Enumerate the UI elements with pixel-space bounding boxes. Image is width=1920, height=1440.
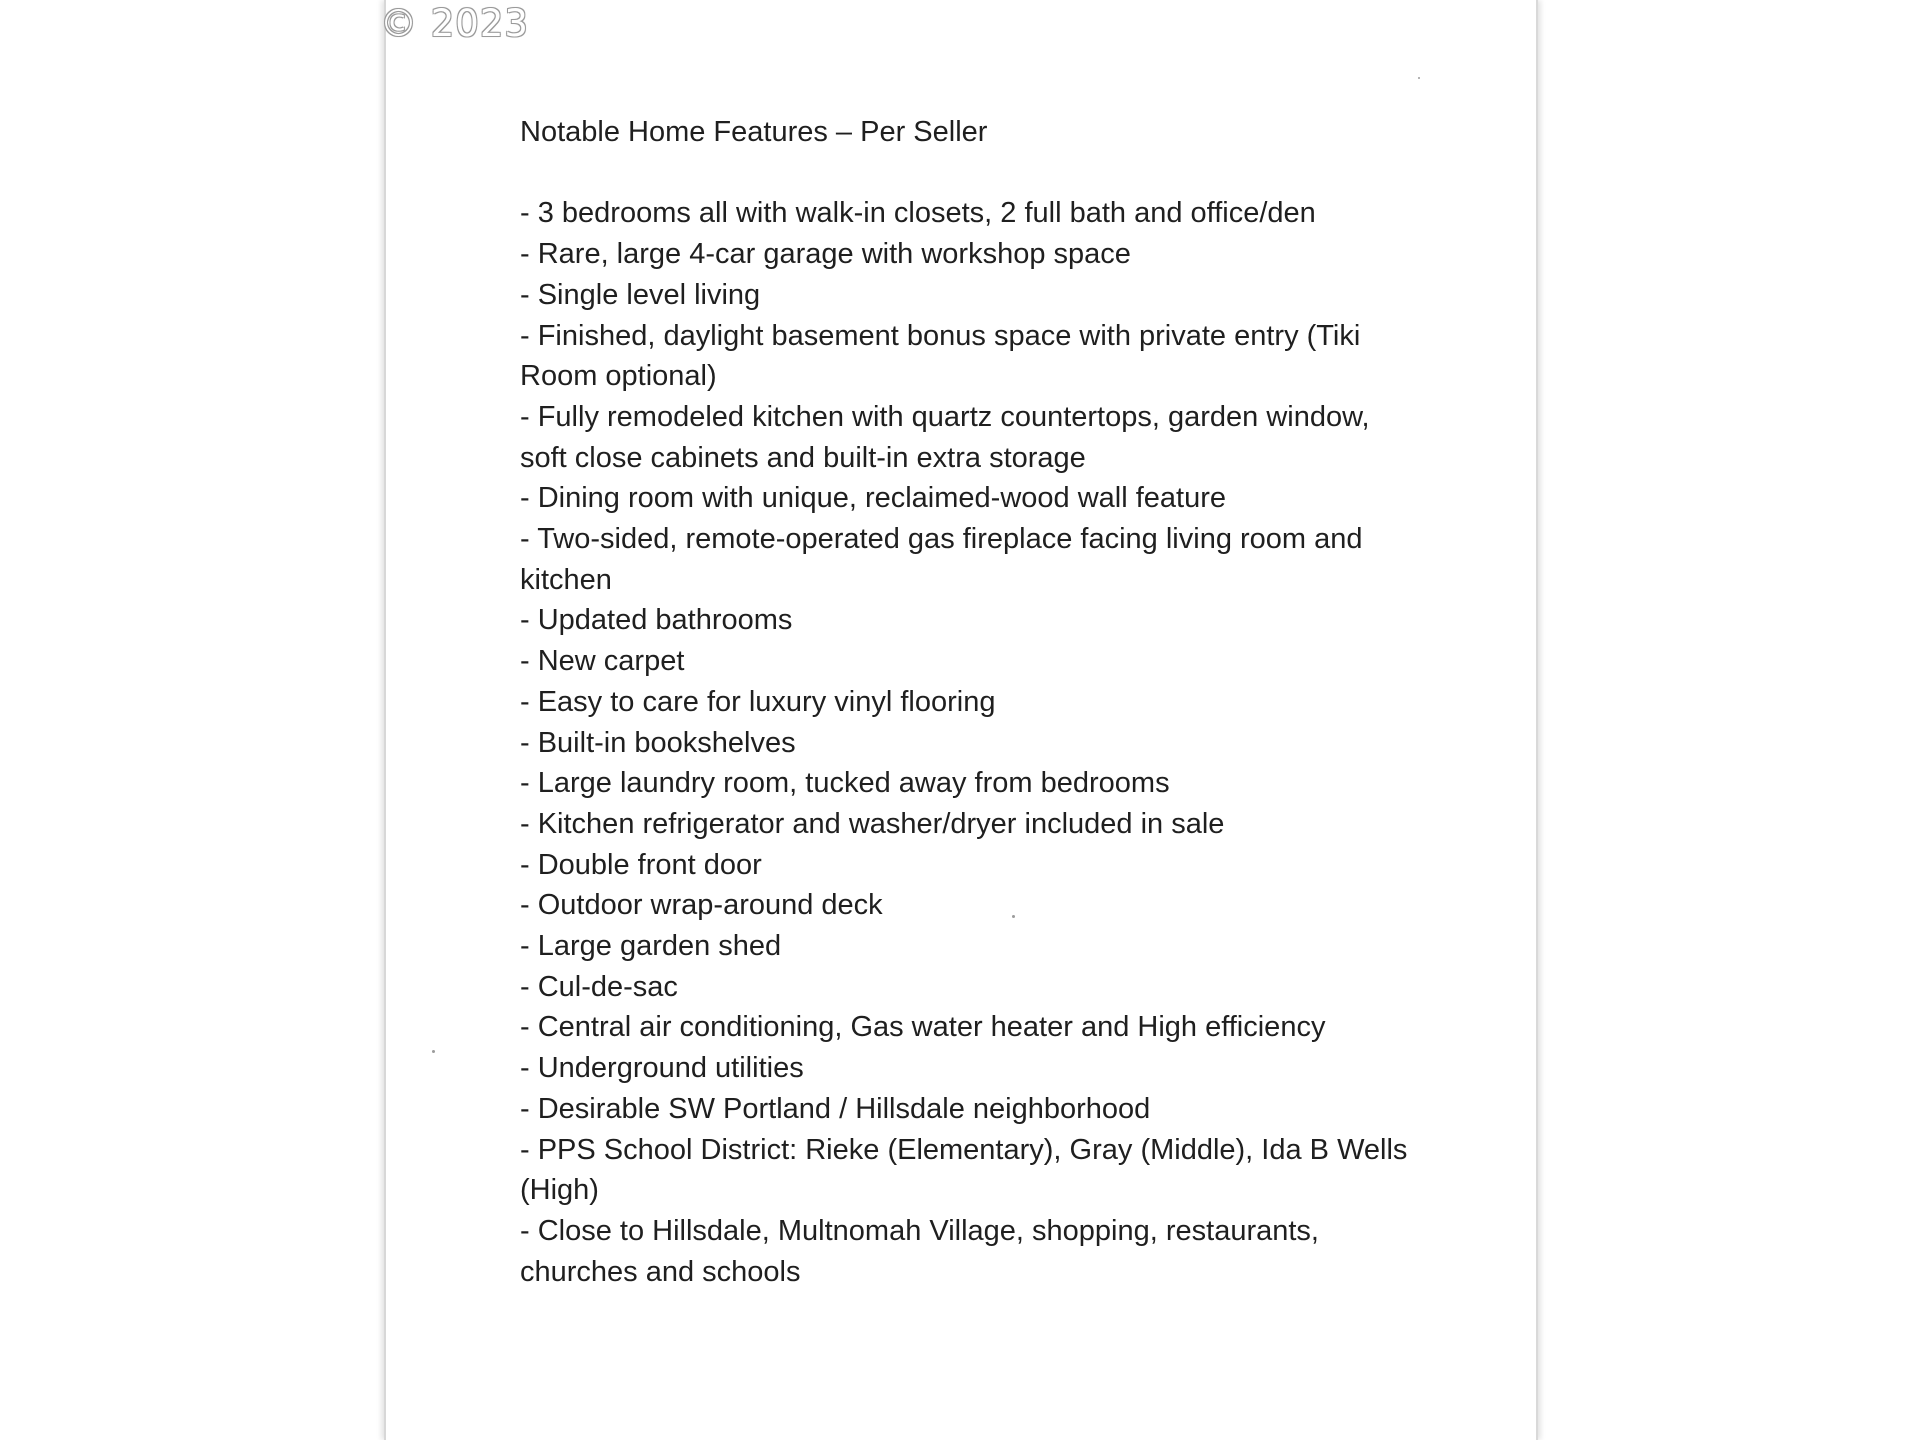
feature-item: - Underground utilities [520, 1052, 804, 1085]
feature-item: - Dining room with unique, reclaimed-wood wall feature [520, 482, 1226, 515]
feature-item: - Outdoor wrap-around deck [520, 889, 883, 922]
feature-item: - New carpet [520, 645, 685, 678]
feature-item: - Fully remodeled kitchen with quartz countertops, garden window, soft close cabinets and built-in extra storage [520, 400, 1370, 474]
copyright-watermark: © 2023 [380, 2, 529, 45]
document-body [520, 112, 1420, 1292]
scan-speck [432, 1050, 435, 1053]
feature-item: - Large garden shed [520, 930, 782, 963]
feature-list [520, 193, 1420, 1292]
feature-item: - Easy to care for luxury vinyl flooring [520, 685, 996, 718]
feature-item: - 3 bedrooms all with walk-in closets, 2 full bath and office/den [520, 197, 1316, 230]
feature-item: - Rare, large 4-car garage with workshop space [520, 238, 1131, 271]
feature-item: - Two-sided, remote-operated gas fireplace facing living room and kitchen [520, 523, 1363, 596]
feature-item: - Central air conditioning, Gas water heater and High efficiency [520, 1011, 1326, 1044]
feature-item: - Single level living [520, 278, 761, 311]
feature-item: - Kitchen refrigerator and washer/dryer included in sale [520, 807, 1225, 840]
feature-item: - Finished, daylight basement bonus space with private entry (Tiki Room optional) [520, 319, 1361, 393]
feature-item: - Cul-de-sac [520, 970, 678, 1003]
feature-item: - Desirable SW Portland / Hillsdale neighborhood [520, 1092, 1151, 1125]
feature-item: - Updated bathrooms [520, 604, 793, 637]
document-title: Notable Home Features – Per Seller [520, 116, 988, 148]
feature-item: - Large laundry room, tucked away from bedrooms [520, 767, 1170, 800]
feature-item: - Close to Hillsdale, Multnomah Village, shopping, restaurants, churches and schools [520, 1214, 1319, 1288]
feature-item: - PPS School District: Rieke (Elementary), Gray (Middle), Ida B Wells (High) [520, 1133, 1408, 1207]
scan-speck [1418, 77, 1420, 79]
feature-item: - Double front door [520, 848, 762, 881]
feature-item: - Built-in bookshelves [520, 726, 796, 759]
